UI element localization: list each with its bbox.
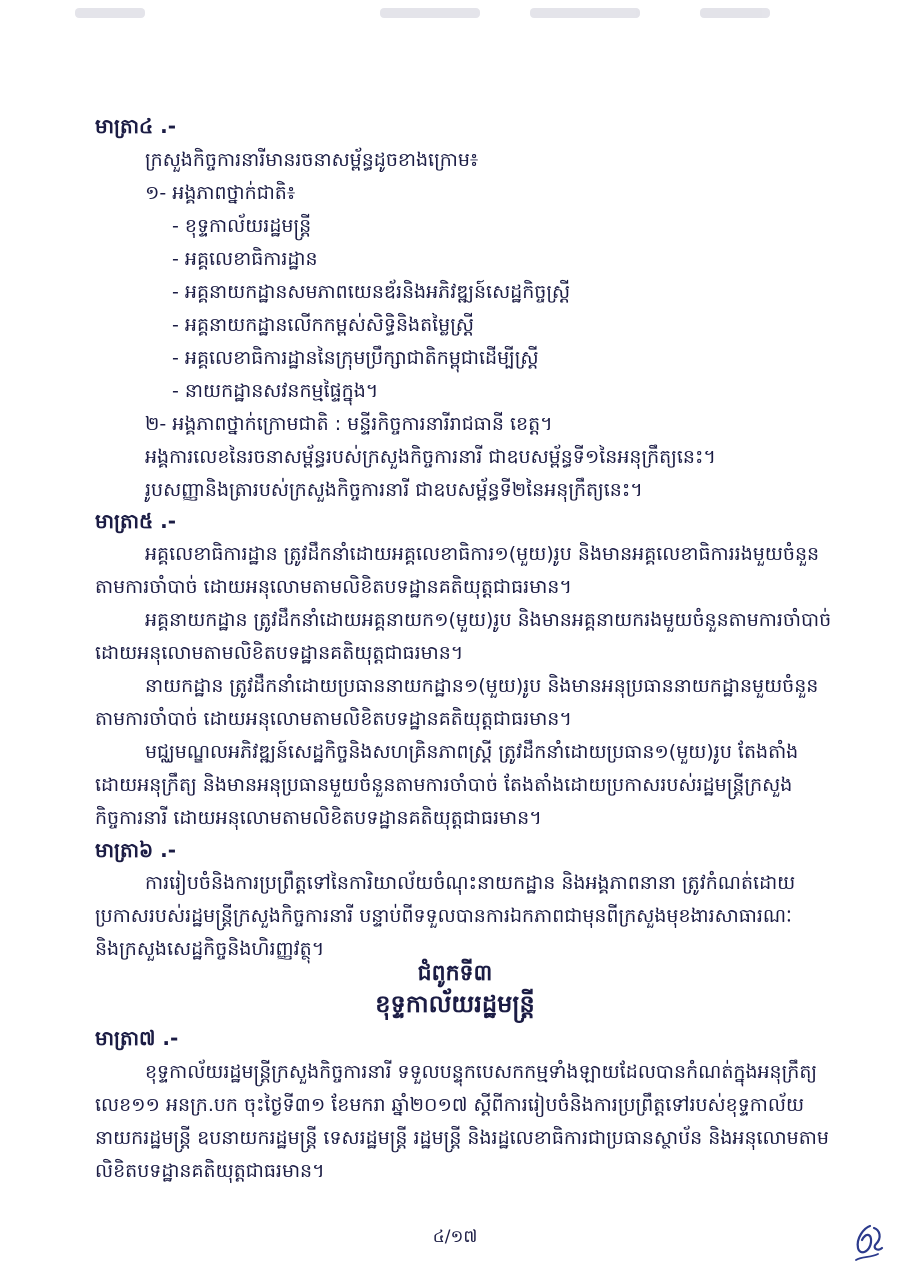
article-5-line: តាមការចាំបាច់ ដោយអនុលោមតាមលិខិតបទដ្ឋានគតិយុត្តជាធរមាន។ xyxy=(95,576,572,598)
national-level-heading: ១- អង្គភាពថ្នាក់ជាតិ៖ xyxy=(145,182,296,204)
article-5-line: ដោយអនុលោមតាមលិខិតបទដ្ឋានគតិយុត្តជាធរមាន។ xyxy=(95,642,464,664)
article-6-line: និងក្រសួងសេដ្ឋកិច្ចនិងហិរញ្ញវត្ថុ។ xyxy=(95,938,325,960)
article-5-line: មជ្ឈមណ្ឌលអភិវឌ្ឍន៍សេដ្ឋកិច្ចនិងសហគ្រិនភាពស្ត្រី ត្រូវដឹកនាំដោយប្រធាន១(មួយ)រូប តែងតាំង xyxy=(145,741,799,763)
article-5-line: កិច្ចការនារី ដោយអនុលោមតាមលិខិតបទដ្ឋានគតិយុត្តជាធរមាន។ xyxy=(95,807,542,829)
article-4-intro: ក្រសួងកិច្ចការនារីមានរចនាសម្ព័ន្ធដូចខាងក្រោម៖ xyxy=(145,149,479,171)
article-7-line: លិខិតបទដ្ឋានគតិយុត្តជាធរមាន។ xyxy=(95,1160,325,1182)
chapter-title: ខុទ្ទកាល័យរដ្ឋមន្ត្រី xyxy=(375,990,535,1018)
article-6-heading: មាត្រា៦ .- xyxy=(95,838,177,862)
article-6-line: ប្រកាសរបស់រដ្ឋមន្ត្រីក្រសួងកិច្ចការនារី បន្ទាប់ពីទទួលបានការឯកភាពជាមុនពីក្រសួងមុខងារសាធារណៈ xyxy=(95,905,792,927)
page-number: ៤/១៧ xyxy=(432,1227,478,1247)
unit-list-item: - ខុទ្ទកាល័យរដ្ឋមន្ត្រី xyxy=(172,215,312,237)
article-6-line: ការរៀបចំនិងការប្រព្រឹត្តទៅនៃការិយាល័យចំណុះនាយកដ្ឋាន និងអង្គភាពនានា ត្រូវកំណត់ដោយ xyxy=(145,872,796,894)
unit-list-item: - អគ្គលេខាធិការដ្ឋាននៃក្រុមប្រឹក្សាជាតិកម្ពុជាដើម្បីស្ត្រី xyxy=(172,347,539,369)
unit-list-item: - នាយកដ្ឋានសវនកម្មផ្ទៃក្នុង។ xyxy=(172,380,379,402)
chapter-number: ជំពូកទី៣ xyxy=(417,961,493,986)
article-7-line: លេខ១១ អនក្រ.បក ចុះថ្ងៃទី៣១ ខែមករា ឆ្នាំ២០១៧ ស្ដីពីការរៀបចំនិងការប្រព្រឹត្តទៅរបស់ខុទ្ទកាល័យ xyxy=(95,1094,805,1116)
article-7-line: ខុទ្ទកាល័យរដ្ឋមន្ត្រីក្រសួងកិច្ចការនារី ទទួលបន្ទុកបេសកកម្មទាំងឡាយដែលបានកំណត់ក្នុងអនុក្រឹត្យ xyxy=(145,1061,818,1083)
article-5-line: នាយកដ្ឋាន ត្រូវដឹកនាំដោយប្រធាននាយកដ្ឋាន១(មួយ)រូប និងមានអនុប្រធាននាយកដ្ឋានមួយចំនួន xyxy=(145,675,819,697)
annex-1-text: អង្គការលេខនៃរចនាសម្ព័ន្ធរបស់ក្រសួងកិច្ចការនារី ជាឧបសម្ព័ន្ធទី១នៃអនុក្រឹត្យនេះ។ xyxy=(145,446,716,468)
unit-list-item: - អគ្គលេខាធិការដ្ឋាន xyxy=(172,248,318,270)
article-5-line: តាមការចាំបាច់ ដោយអនុលោមតាមលិខិតបទដ្ឋានគតិយុត្តជាធរមាន។ xyxy=(95,708,572,730)
unit-list-item: - អគ្គនាយកដ្ឋានលើកកម្ពស់សិទ្ធិនិងតម្លៃស្ត្រី xyxy=(172,314,474,336)
article-7-heading: មាត្រា៧ .- xyxy=(95,1026,179,1050)
bleed-through-header xyxy=(0,2,910,26)
article-5-line: ដោយអនុក្រឹត្យ និងមានអនុប្រធានមួយចំនួនតាមការចាំបាច់ តែងតាំងដោយប្រកាសរបស់រដ្ឋមន្ត្រីក្រសួង xyxy=(95,774,793,796)
article-5-line: អគ្គលេខាធិការដ្ឋាន ត្រូវដឹកនាំដោយអគ្គលេខាធិការ១(មួយ)រូប និងមានអគ្គលេខាធិការរងមួយចំនួន xyxy=(145,543,820,565)
handwritten-initials-icon xyxy=(840,1218,890,1266)
article-5-heading: មាត្រា៥ .- xyxy=(95,509,177,533)
article-4-heading: មាត្រា៤ .- xyxy=(95,114,177,138)
annex-2-text: រូបសញ្ញានិងត្រារបស់ក្រសួងកិច្ចការនារី ជាឧបសម្ព័ន្ធទី២នៃអនុក្រឹត្យនេះ។ xyxy=(145,479,643,501)
article-5-line: អគ្គនាយកដ្ឋាន ត្រូវដឹកនាំដោយអគ្គនាយក១(មួយ)រូប និងមានអគ្គនាយករងមួយចំនួនតាមការចាំបាច់ xyxy=(145,609,832,631)
article-7-line: នាយករដ្ឋមន្ត្រី ឧបនាយករដ្ឋមន្ត្រី ទេសរដ្ឋមន្ត្រី រដ្ឋមន្ត្រី និងរដ្ឋលេខាធិការជាប្រធានស្ថាប័ន និងអនុលោមតាម xyxy=(95,1127,829,1149)
unit-list-item: - អគ្គនាយកដ្ឋានសមភាពយេនឌ័រនិងអភិវឌ្ឍន៍សេដ្ឋកិច្ចស្ត្រី xyxy=(172,281,571,303)
subnational-level: ២- អង្គភាពថ្នាក់ក្រោមជាតិ : មន្ទីរកិច្ចការនារីរាជធានី ខេត្ត។ xyxy=(145,413,553,435)
